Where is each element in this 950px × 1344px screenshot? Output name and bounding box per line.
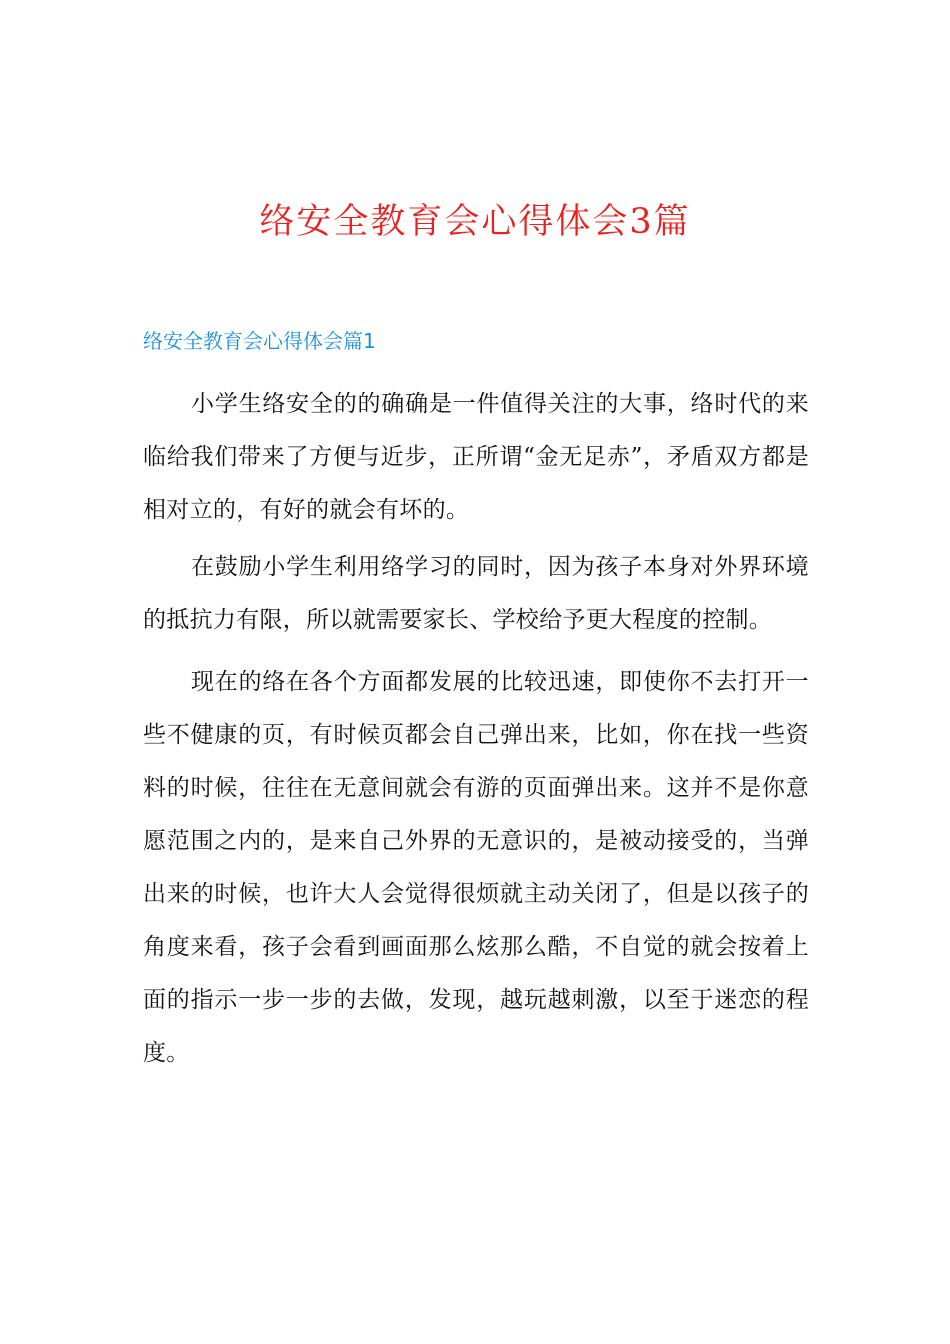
paragraph-1: 小学生络安全的的确确是一件值得关注的大事，络时代的来临给我们带来了方便与近步，正所谓“金无足赤”，矛盾双方都是相对立的，有好的就会有坏的。: [143, 391, 809, 523]
paragraph-2: 在鼓励小学生利用络学习的同时，因为孩子本身对外界环境的抵抗力有限，所以就需要家长、学校给予更大程度的控制。: [143, 554, 809, 633]
section-heading: 络安全教育会心得体会篇1: [143, 329, 376, 353]
paragraph-3: 现在的络在各个方面都发展的比较迅速，即使你不去打开一些不健康的页，有时候页都会自己弹出来，比如，你在找一些资料的时候，往往在无意间就会有游的页面弹出来。这并不是你意愿范围之内的，是来自己外界的无意识的，是被动接受的，当弹出来的时候，也许大人会觉得很烦就主动关闭了，但是以孩子的角度来看，孩子会看到画面那么炫那么酷，不自觉的就会按着上面的指示一步一步的去做，发现，越玩越刺激，以至于迷恋的程度。: [143, 669, 809, 1066]
document-title: 络安全教育会心得体会3篇: [259, 202, 691, 242]
